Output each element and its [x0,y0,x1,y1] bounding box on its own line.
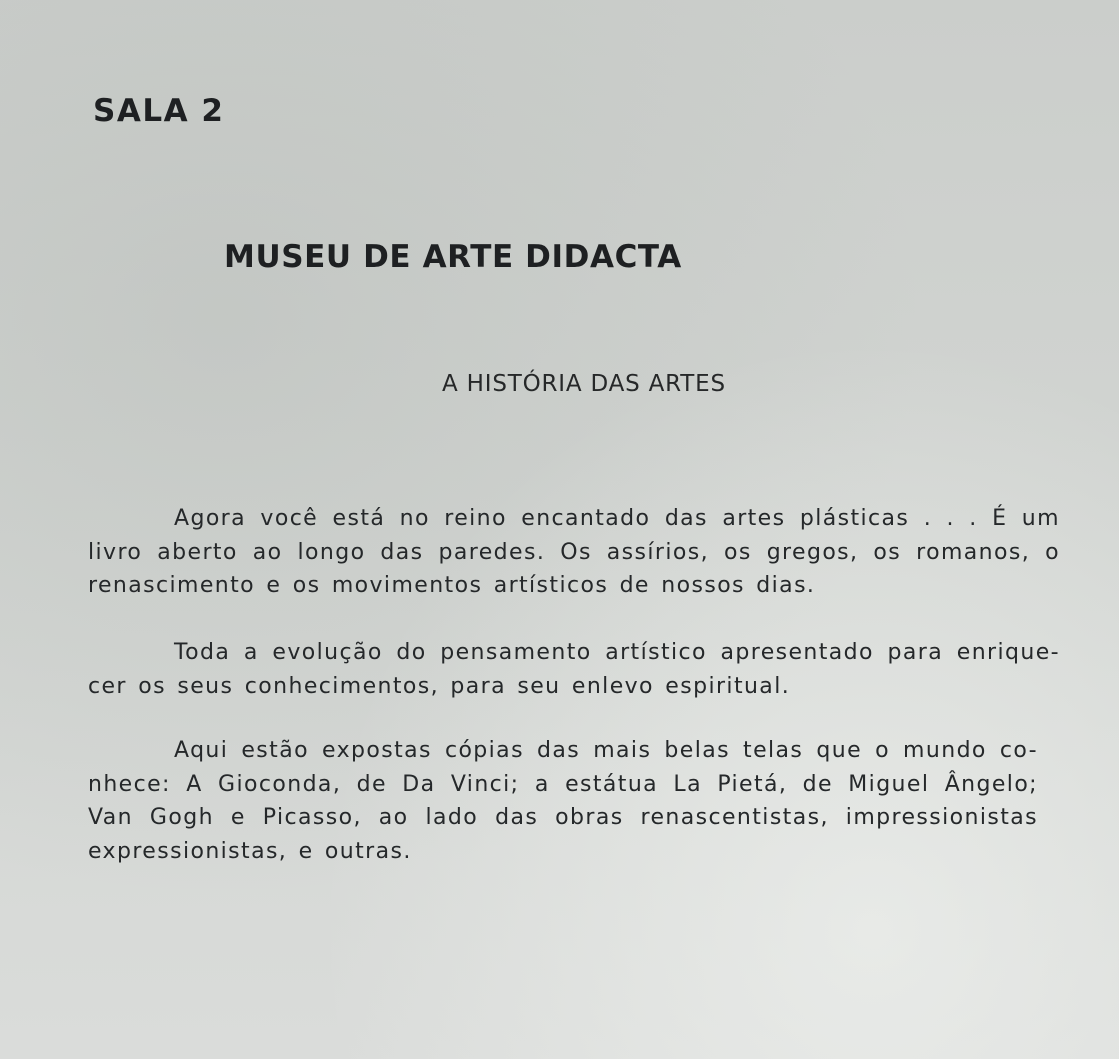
page-subtitle: A HISTÓRIA DAS ARTES [442,371,726,397]
page-title: MUSEU DE ARTE DIDACTA [224,239,682,275]
paragraph-line: expressionistas, e outras. [88,838,412,864]
paragraph-line: Toda a evolução do pensamento artístico apresentado para enrique- [174,640,1060,665]
room-label: SALA 2 [93,93,225,129]
paragraph-line: nhece: A Gioconda, de Da Vinci; a estátua La Pietá, de Miguel Ângelo; [88,771,1038,797]
paragraph-evolution [88,636,1060,703]
paragraph-line: Agora você está no reino encantado das artes plásticas . . . É um [174,506,1060,531]
paragraph-line: cer os seus conhecimentos, para seu enlevo espiritual. [88,673,791,699]
paragraph-line: Aqui estão expostas cópias das mais belas telas que o mundo co- [174,738,1038,763]
paragraph-line: Van Gogh e Picasso, ao lado das obras renascentistas, impressionistas [88,805,1038,830]
paragraph-exhibits [88,734,1038,868]
paragraph-line: livro aberto ao longo das paredes. Os assírios, os gregos, os romanos, o [88,539,1060,565]
paragraph-line: renascimento e os movimentos artísticos de nossos dias. [88,573,816,598]
paragraph-intro [88,502,1060,603]
